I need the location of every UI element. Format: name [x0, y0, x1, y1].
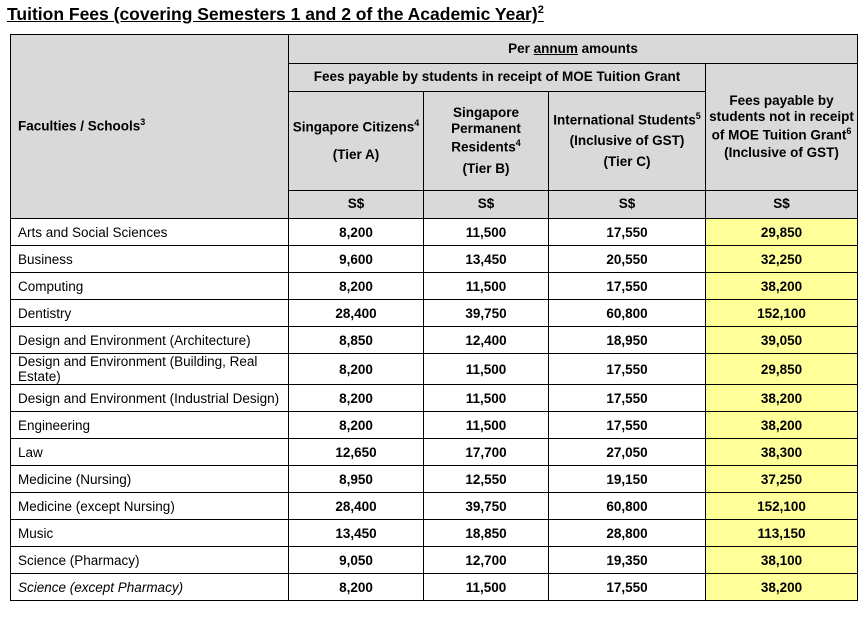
fee-pr-cell: 11,500	[424, 385, 549, 412]
faculty-cell: Medicine (except Nursing)	[11, 493, 289, 520]
tuition-fees-table	[10, 34, 858, 601]
header-intl-gst: (Inclusive of GST)	[569, 133, 685, 149]
fee-international-cell: 17,550	[549, 412, 706, 439]
table-row	[11, 246, 858, 273]
currency-sc: S$	[289, 191, 424, 219]
fee-pr-cell: 11,500	[424, 354, 549, 385]
header-grant-group: Fees payable by students in receipt of MOE Tuition Grant	[289, 64, 706, 92]
fee-pr-cell: 39,750	[424, 300, 549, 327]
currency-non: S$	[706, 191, 858, 219]
fee-non-grant-cell: 38,300	[706, 439, 858, 466]
fee-citizen-cell: 9,600	[289, 246, 424, 273]
fee-non-grant-cell: 38,200	[706, 412, 858, 439]
header-faculties-footnote: 3	[140, 117, 146, 128]
fee-international-cell: 17,550	[549, 574, 706, 601]
fee-pr-cell: 12,550	[424, 466, 549, 493]
fee-pr-cell: 12,400	[424, 327, 549, 354]
table-row	[11, 466, 858, 493]
faculty-cell: Computing	[11, 273, 289, 300]
fee-international-cell: 60,800	[549, 300, 706, 327]
table-row	[11, 439, 858, 466]
table-row	[11, 273, 858, 300]
fee-citizen-cell: 8,200	[289, 412, 424, 439]
header-intl-tier: (Tier C)	[603, 154, 651, 170]
fee-international-cell: 17,550	[549, 385, 706, 412]
fee-non-grant-cell: 32,250	[706, 246, 858, 273]
annum-word: annum	[533, 40, 578, 56]
header-non-grant-footnote: 6	[846, 126, 852, 137]
table-row	[11, 385, 858, 412]
faculty-cell: Science (except Pharmacy)	[11, 574, 289, 601]
fee-non-grant-cell: 29,850	[706, 219, 858, 246]
fee-international-cell: 18,950	[549, 327, 706, 354]
faculty-cell: Design and Environment (Architecture)	[11, 327, 289, 354]
faculty-cell: Dentistry	[11, 300, 289, 327]
fee-international-cell: 19,350	[549, 547, 706, 574]
fee-citizen-cell: 8,850	[289, 327, 424, 354]
header-intl-footnote: 5	[695, 110, 701, 121]
fee-non-grant-cell: 38,200	[706, 574, 858, 601]
header-non-grant-gst: (Inclusive of GST)	[724, 144, 839, 160]
header-row-per-annum	[11, 35, 858, 64]
fee-pr-cell: 12,700	[424, 547, 549, 574]
faculty-cell: Arts and Social Sciences	[11, 219, 289, 246]
fee-pr-cell: 18,850	[424, 520, 549, 547]
header-faculties	[11, 35, 289, 219]
fee-international-cell: 19,150	[549, 466, 706, 493]
fee-pr-cell: 11,500	[424, 273, 549, 300]
title-text: Tuition Fees (covering Semesters 1 and 2 of the Academic Year)	[7, 4, 538, 24]
fee-international-cell: 27,050	[549, 439, 706, 466]
fee-international-cell: 20,550	[549, 246, 706, 273]
header-per-annum	[289, 35, 858, 64]
fee-pr-cell: 13,450	[424, 246, 549, 273]
header-sc-footnote: 4	[414, 118, 420, 129]
fee-rows	[11, 219, 858, 601]
fee-citizen-cell: 8,200	[289, 219, 424, 246]
faculty-cell: Business	[11, 246, 289, 273]
fee-non-grant-cell: 113,150	[706, 520, 858, 547]
header-pr-tier: (Tier B)	[462, 160, 510, 176]
header-pr-label: Singapore Permanent Residents	[451, 104, 521, 155]
faculty-cell: Law	[11, 439, 289, 466]
currency-intl: S$	[549, 191, 706, 219]
fee-citizen-cell: 13,450	[289, 520, 424, 547]
faculty-cell: Science (Pharmacy)	[11, 547, 289, 574]
header-pr-footnote: 4	[515, 138, 521, 149]
header-sc-label: Singapore Citizens	[292, 119, 415, 135]
faculty-cell: Music	[11, 520, 289, 547]
fee-non-grant-cell: 39,050	[706, 327, 858, 354]
faculty-cell: Design and Environment (Industrial Design)	[11, 385, 289, 412]
fee-non-grant-cell: 38,200	[706, 385, 858, 412]
page-title	[7, 4, 544, 25]
table-row	[11, 574, 858, 601]
table-row	[11, 493, 858, 520]
per-word: Per	[508, 40, 530, 56]
fee-international-cell: 60,800	[549, 493, 706, 520]
fee-international-cell: 28,800	[549, 520, 706, 547]
table-row	[11, 327, 858, 354]
fee-citizen-cell: 28,400	[289, 300, 424, 327]
fee-international-cell: 17,550	[549, 354, 706, 385]
header-permanent-residents	[424, 92, 549, 191]
table-row	[11, 412, 858, 439]
fee-non-grant-cell: 38,100	[706, 547, 858, 574]
fee-citizen-cell: 8,950	[289, 466, 424, 493]
fee-non-grant-cell: 29,850	[706, 354, 858, 385]
header-faculties-label: Faculties / Schools	[18, 118, 141, 134]
fee-citizen-cell: 9,050	[289, 547, 424, 574]
fee-pr-cell: 39,750	[424, 493, 549, 520]
currency-pr: S$	[424, 191, 549, 219]
header-non-grant-label: Fees payable by students not in receipt of MOE Tuition Grant	[709, 92, 854, 143]
faculty-cell: Design and Environment (Building, Real Estate)	[11, 354, 289, 385]
fee-pr-cell: 11,500	[424, 574, 549, 601]
faculty-cell: Medicine (Nursing)	[11, 466, 289, 493]
fee-non-grant-cell: 38,200	[706, 273, 858, 300]
header-international-students	[549, 92, 706, 191]
fee-non-grant-cell: 37,250	[706, 466, 858, 493]
title-footnote: 2	[537, 4, 544, 17]
header-non-grant	[706, 64, 858, 191]
amounts-word: amounts	[581, 40, 638, 56]
header-sc-tier: (Tier A)	[332, 146, 380, 162]
header-intl-label: International Students	[553, 112, 696, 128]
fee-citizen-cell: 12,650	[289, 439, 424, 466]
fee-non-grant-cell: 152,100	[706, 493, 858, 520]
fee-citizen-cell: 8,200	[289, 354, 424, 385]
fee-pr-cell: 17,700	[424, 439, 549, 466]
fee-international-cell: 17,550	[549, 273, 706, 300]
table-row	[11, 300, 858, 327]
faculty-cell: Engineering	[11, 412, 289, 439]
fee-citizen-cell: 8,200	[289, 574, 424, 601]
fee-citizen-cell: 8,200	[289, 273, 424, 300]
table-row	[11, 520, 858, 547]
table-row	[11, 547, 858, 574]
fee-citizen-cell: 28,400	[289, 493, 424, 520]
fee-citizen-cell: 8,200	[289, 385, 424, 412]
fee-international-cell: 17,550	[549, 219, 706, 246]
fee-pr-cell: 11,500	[424, 219, 549, 246]
table-row	[11, 219, 858, 246]
table-row	[11, 354, 858, 385]
header-singapore-citizens	[289, 92, 424, 191]
fee-pr-cell: 11,500	[424, 412, 549, 439]
fee-non-grant-cell: 152,100	[706, 300, 858, 327]
